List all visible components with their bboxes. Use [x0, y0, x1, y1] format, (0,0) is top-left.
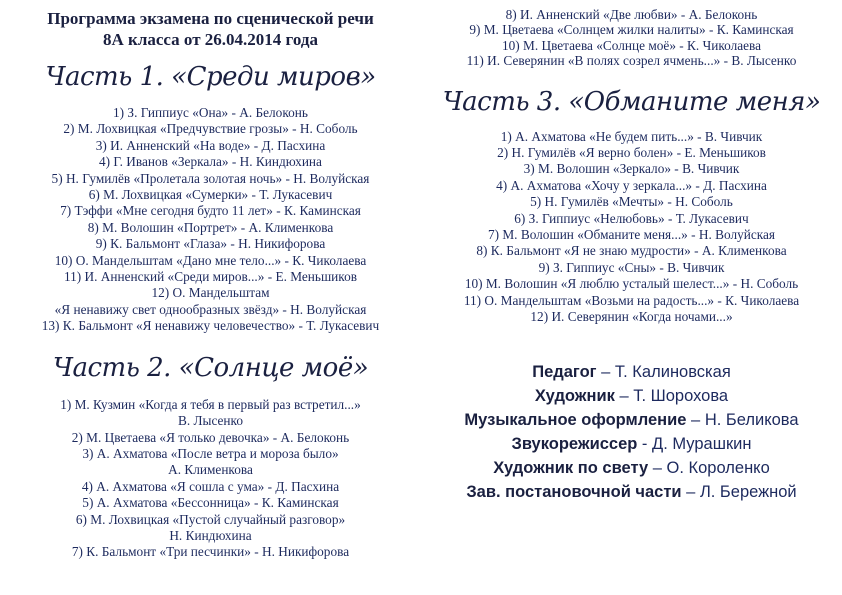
part2-list [0, 397, 421, 561]
list-item: 1) З. Гиппиус «Она» - А. Белоконь [113, 105, 308, 120]
part1-title: Часть 1. «Среди миров» [45, 62, 376, 92]
list-item: 4) А. Ахматова «Я сошла с ума» - Д. Пасхина [81, 478, 340, 494]
list-item: 13) К. Бальмонт «Я ненавижу человечество» - Т. Лукасевич [41, 318, 380, 334]
list-item: 12) И. Северянин «Когда ночами...» [530, 309, 733, 325]
list-item: 8) М. Волошин «Портрет» - А. Клименкова [87, 219, 334, 235]
list-item: 5) Н. Гумилёв «Пролетала золотая ночь» - Н. Волуйская [51, 170, 370, 186]
list-item: 2) М. Цветаева «Я только девочка» - А. Белоконь [71, 429, 350, 445]
list-item: 6) М. Лохвицкая «Пустой случайный разговор» [75, 511, 346, 527]
list-item: 1) М. Кузмин «Когда я тебя в первый раз встретил...» [60, 396, 361, 412]
list-item: 7) Тэффи «Мне сегодня будто 11 лет» - К. Каминская [60, 203, 361, 219]
list-item: 11) И. Северянин «В полях созрел ячмень...» - В. Лысенко [466, 53, 797, 69]
list-item: 8) И. Анненский «Две любви» - А. Белоконь [505, 7, 758, 22]
program-header [0, 8, 421, 50]
list-item: 9) З. Гиппиус «Сны» - В. Чивчик [538, 259, 725, 275]
header-line-1: Программа экзамена по сценической речи [47, 9, 374, 28]
part2-title: Часть 2. «Солнце моё» [52, 352, 369, 383]
list-item: 1) А. Ахматова «Не будем пить...» - В. Чивчик [500, 128, 763, 144]
credit-role: Педагог [532, 362, 597, 381]
list-item: 8) К. Бальмонт «Я не знаю мудрости» - А. Клименкова [476, 243, 787, 259]
credit-role: Зав. постановочной части [466, 482, 682, 501]
credit-name: Т. Калиновская [614, 362, 731, 381]
right-column [421, 0, 842, 504]
list-item: 2) Н. Гумилёв «Я верно болен» - Е. Меньшиков [497, 145, 766, 161]
list-item: 10) М. Цветаева «Солнце моё» - К. Чиколаева [501, 37, 762, 53]
credit-lighting: Художник по свету – О. Короленко [493, 458, 770, 477]
list-item: 7) К. Бальмонт «Три песчинки» - Н. Никифорова [71, 544, 350, 560]
list-item: 10) М. Волошин «Я люблю усталый шелест...» - Н. Соболь [464, 276, 799, 292]
credit-name: Н. Беликова [704, 410, 799, 429]
credit-artist: Художник – Т. Шорохова [534, 386, 729, 405]
header-line-2: 8А класса от 26.04.2014 года [103, 30, 318, 49]
credits-block [421, 360, 842, 504]
list-item: 11) О. Мандельштам «Возьми на радость...» - К. Чиколаева [463, 292, 800, 308]
part3-list [421, 129, 842, 326]
list-item: А. Клименкова [168, 462, 253, 478]
list-item: 4) Г. Иванов «Зеркала» - Н. Киндюхина [99, 154, 322, 170]
credit-stage: Зав. постановочной части – Л. Бережной [466, 482, 797, 501]
list-item: 6) М. Лохвицкая «Сумерки» - Т. Лукасевич [88, 187, 333, 203]
left-column [0, 0, 421, 561]
credit-name: Т. Шорохова [633, 386, 729, 405]
list-item: Н. Киндюхина [169, 527, 252, 543]
credit-teacher: Педагог – Т. Калиновская [532, 362, 731, 381]
part1-list [0, 105, 421, 335]
list-item: 4) А. Ахматова «Хочу у зеркала...» - Д. Пасхина [496, 177, 767, 193]
part3-title: Часть 3. «Обманите меня» [442, 86, 821, 117]
list-item: 10) О. Мандельштам «Дано мне тело...» - К. Чиколаева [54, 252, 367, 268]
credit-role: Звукорежиссер [511, 434, 638, 453]
list-item: 3) А. Ахматова «После ветра и мороза было» [82, 445, 339, 461]
list-item: 2) М. Лохвицкая «Предчувствие грозы» - Н. Соболь [63, 121, 358, 137]
list-item: 11) И. Анненский «Среди миров...» - Е. Меньшиков [63, 269, 358, 285]
list-item: 3) М. Волошин «Зеркало» - В. Чивчик [523, 161, 740, 177]
list-item: 3) И. Анненский «На воде» - Д. Пасхина [95, 137, 326, 153]
credit-name: Л. Бережной [699, 482, 797, 501]
list-item: 6) З. Гиппиус «Нелюбовь» - Т. Лукасевич [514, 210, 749, 226]
list-item: 7) М. Волошин «Обманите меня...» - Н. Волуйская [487, 227, 776, 243]
credit-name: Д. Мурашкин [652, 434, 752, 453]
credit-name: О. Короленко [666, 458, 770, 477]
credit-sound: Звукорежиссер - Д. Мурашкин [511, 434, 752, 453]
list-item: 5) Н. Гумилёв «Мечты» - Н. Соболь [530, 194, 733, 210]
list-item: В. Лысенко [178, 413, 243, 429]
list-item: 9) К. Бальмонт «Глаза» - Н. Никифорова [95, 236, 326, 252]
credit-role: Художник [534, 386, 615, 405]
credit-music: Музыкальное оформление – Н. Беликова [464, 410, 799, 429]
list-item: 9) М. Цветаева «Солнцем жилки налиты» - К. Каминская [469, 22, 794, 38]
list-item: 12) О. Мандельштам [151, 285, 270, 301]
list-item: 5) А. Ахматова «Бессонница» - К. Каминская [82, 495, 339, 511]
list-item: «Я ненавижу свет однообразных звёзд» - Н. Волуйская [54, 301, 367, 317]
credit-role: Художник по свету [493, 458, 649, 477]
part2-list-continued [421, 7, 842, 69]
credit-role: Музыкальное оформление [464, 410, 687, 429]
